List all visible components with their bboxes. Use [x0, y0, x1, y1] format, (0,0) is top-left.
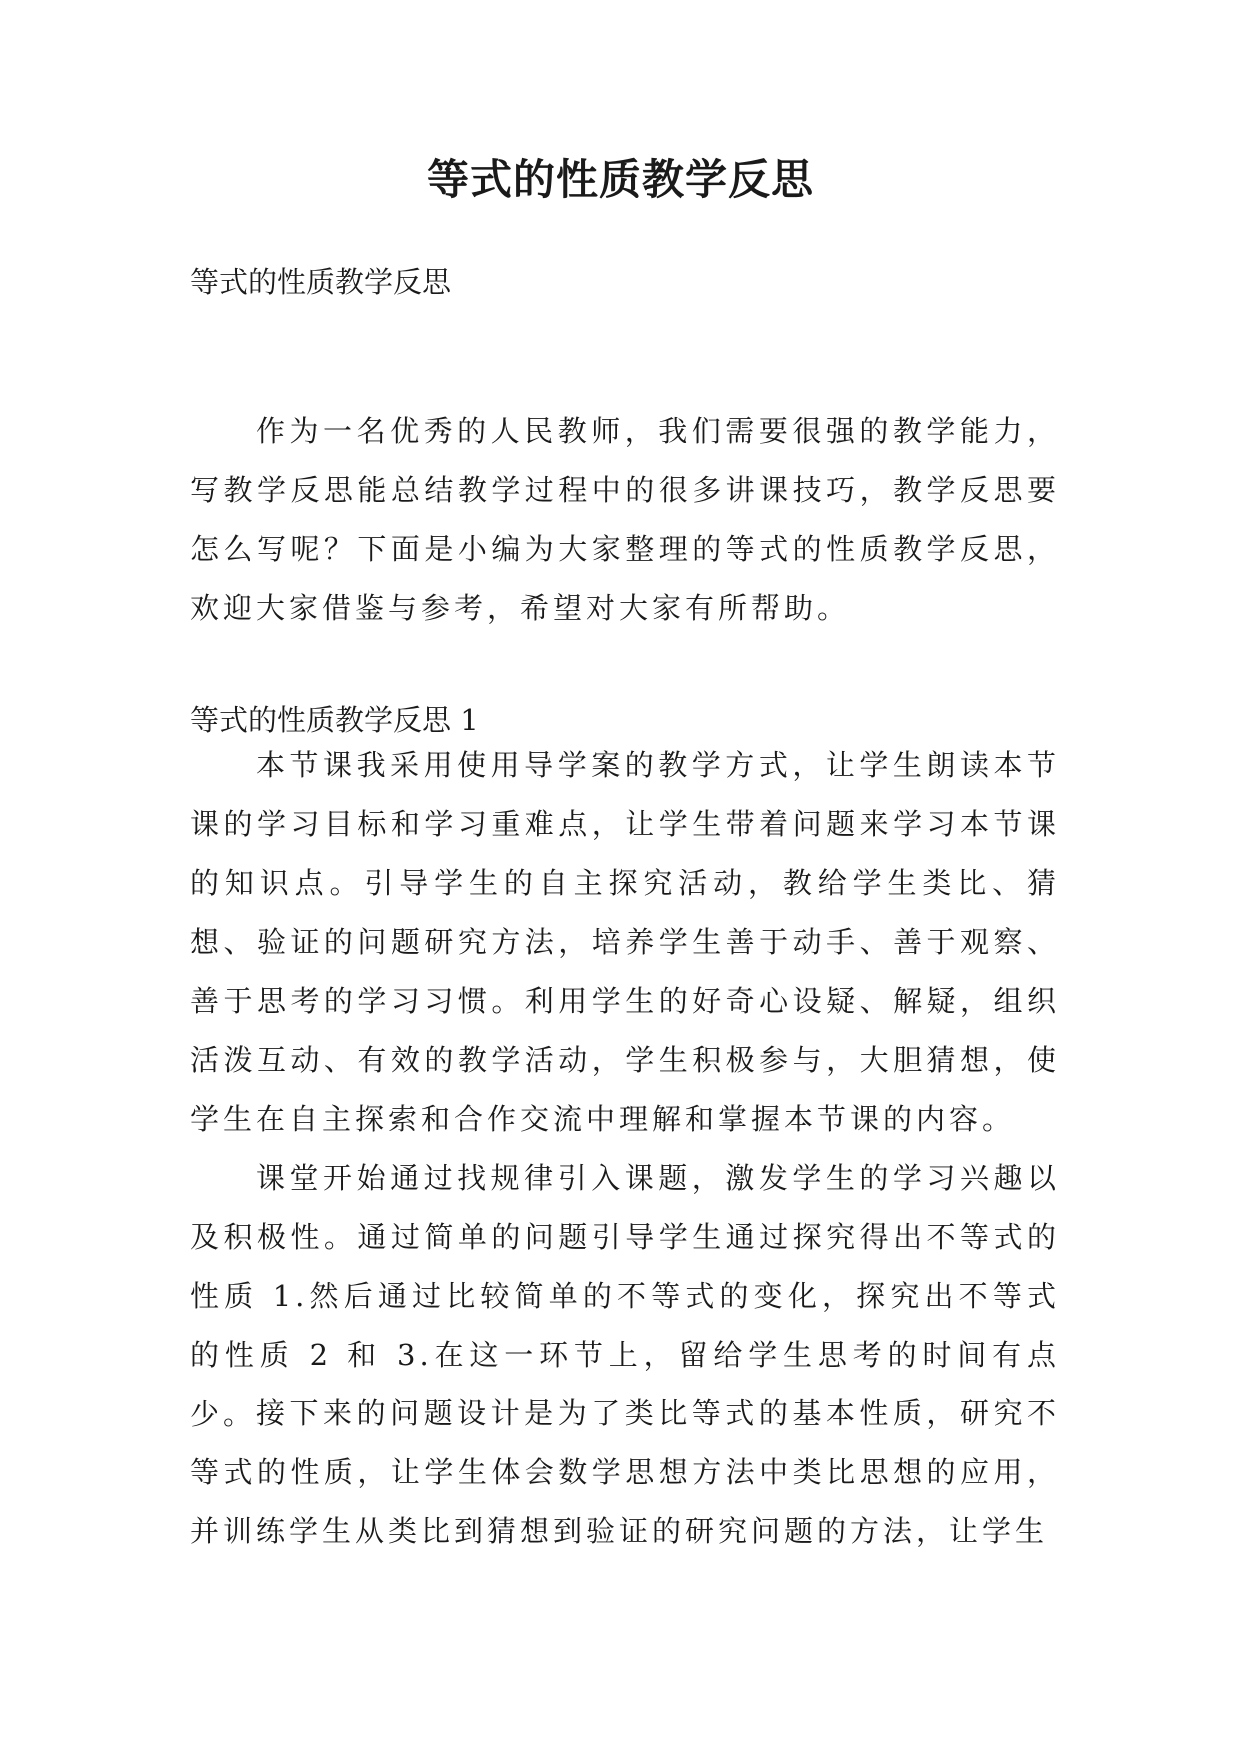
body-paragraph: 课堂开始通过找规律引入课题，激发学生的学习兴趣以及积极性。通过简单的问题引导学生通过探究得出不等式的性质 1.然后通过比较简单的不等式的变化，探究出不等式的性质 2 和 3.在这一环节上，留给学生思考的时间有点少。 — [190, 1161, 1060, 1431]
body-paragraph: 接下来的问题设计是为了类比等式的基本性质，研究不等式的性质，让学生体会数学思想方法中类比思想的应用，并训练学生从类比到猜想到验证的研究问题的方法，让学生 — [190, 1396, 1060, 1548]
section-heading: 等式的性质教学反思 1 — [190, 703, 479, 737]
document-subtitle: 等式的性质教学反思 — [190, 265, 452, 299]
intro-paragraph: 作为一名优秀的人民教师，我们需要很强的教学能力，写教学反思能总结教学过程中的很多讲课技巧，教学反思要怎么写呢？下面是小编为大家整理的等式的性质教学反思，欢迎大家借鉴与参考，希望对大家有所帮助。 — [190, 414, 1060, 625]
document-title: 等式的性质教学反思 — [426, 155, 814, 204]
body-paragraph: 本节课我采用使用导学案的教学方式，让学生朗读本节课的学习目标和学习重难点，让学生带着问题来学习本节课的知识点。引导学生的自主探究活动，教给学生类比、猜想、验证的问题研究方法，培养学生善于动手、善于观察、善于思考的学习习惯。利用学生的好奇心设疑、解疑，组织活泼互动、有效的教学活动，学生积极参与，大胆猜想，使学生在自主探索和合作交流中理解和掌握本节课的内容。 — [190, 748, 1060, 1136]
